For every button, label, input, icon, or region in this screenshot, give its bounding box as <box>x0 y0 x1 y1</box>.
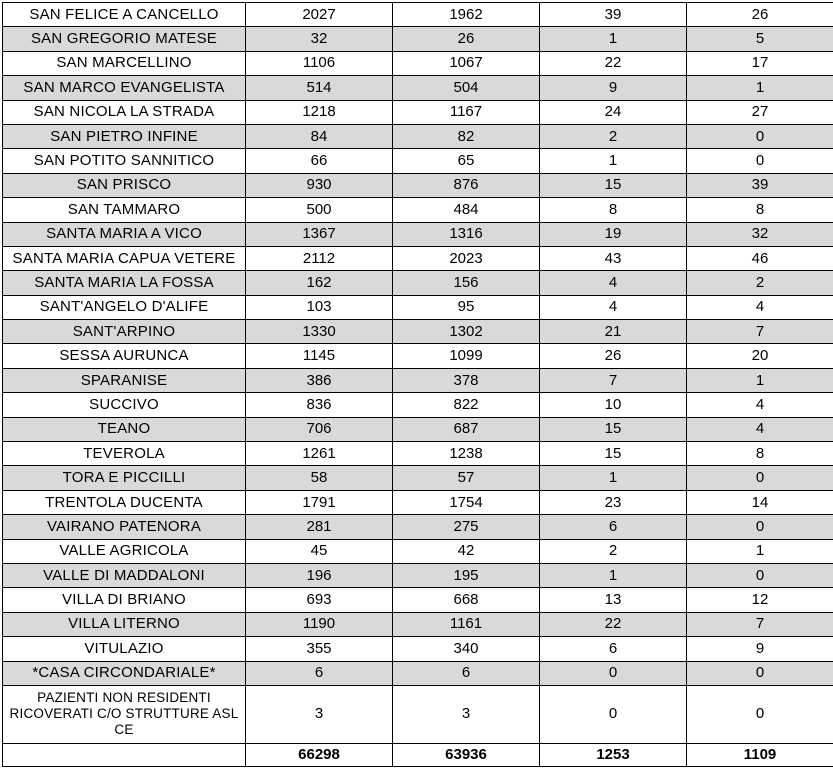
value-cell: 5 <box>687 27 833 51</box>
value-cell: 196 <box>246 563 393 587</box>
value-cell: 876 <box>393 173 540 197</box>
name-cell: SAN TAMMARO <box>3 198 246 222</box>
table-row <box>3 442 833 466</box>
value-cell: 0 <box>540 661 687 685</box>
table-row <box>3 685 833 743</box>
value-cell: 162 <box>246 271 393 295</box>
value-cell: 1316 <box>393 222 540 246</box>
value-cell: 1962 <box>393 3 540 27</box>
value-cell: 1 <box>687 539 833 563</box>
table-row <box>3 490 833 514</box>
value-cell: 378 <box>393 368 540 392</box>
value-cell: 386 <box>246 368 393 392</box>
table-row <box>3 344 833 368</box>
value-cell: 26 <box>687 3 833 27</box>
value-cell: 13 <box>540 588 687 612</box>
table-row <box>3 27 833 51</box>
value-cell: 281 <box>246 515 393 539</box>
value-cell: 6 <box>246 661 393 685</box>
value-cell: 0 <box>687 124 833 148</box>
name-cell: SAN POTITO SANNITICO <box>3 149 246 173</box>
value-cell: 1238 <box>393 442 540 466</box>
table-row <box>3 368 833 392</box>
value-cell: 340 <box>393 637 540 661</box>
value-cell: 706 <box>246 417 393 441</box>
value-cell: 504 <box>393 76 540 100</box>
name-cell: TORA E PICCILLI <box>3 466 246 490</box>
value-cell: 2112 <box>246 246 393 270</box>
value-cell: 9 <box>540 76 687 100</box>
municipality-data-table <box>2 2 833 767</box>
value-cell: 1099 <box>393 344 540 368</box>
value-cell: 500 <box>246 198 393 222</box>
table-row <box>3 271 833 295</box>
value-cell: 19 <box>540 222 687 246</box>
value-cell: 1 <box>687 76 833 100</box>
value-cell: 1190 <box>246 612 393 636</box>
value-cell: 45 <box>246 539 393 563</box>
value-cell: 687 <box>393 417 540 441</box>
table-row <box>3 466 833 490</box>
value-cell: 58 <box>246 466 393 490</box>
value-cell: 1106 <box>246 51 393 75</box>
name-cell: SANTA MARIA CAPUA VETERE <box>3 246 246 270</box>
table-row <box>3 588 833 612</box>
value-cell: 26 <box>393 27 540 51</box>
value-cell: 42 <box>393 539 540 563</box>
name-cell: SPARANISE <box>3 368 246 392</box>
value-cell: 7 <box>540 368 687 392</box>
value-cell: 1167 <box>393 100 540 124</box>
value-cell: 6 <box>540 637 687 661</box>
value-cell: 7 <box>687 612 833 636</box>
name-cell: SANT'ARPINO <box>3 320 246 344</box>
value-cell: 1754 <box>393 490 540 514</box>
value-cell: 23 <box>540 490 687 514</box>
value-cell: 6 <box>393 661 540 685</box>
value-cell: 1 <box>687 368 833 392</box>
value-cell: 0 <box>687 466 833 490</box>
value-cell: 43 <box>540 246 687 270</box>
value-cell: 0 <box>687 563 833 587</box>
value-cell: 514 <box>246 76 393 100</box>
table-row <box>3 637 833 661</box>
value-cell: 2027 <box>246 3 393 27</box>
value-cell: 82 <box>393 124 540 148</box>
value-cell: 103 <box>246 295 393 319</box>
value-cell: 20 <box>687 344 833 368</box>
value-cell: 836 <box>246 393 393 417</box>
value-cell: 668 <box>393 588 540 612</box>
value-cell: 95 <box>393 295 540 319</box>
table-row <box>3 246 833 270</box>
totals-label-cell <box>3 743 246 766</box>
value-cell: 0 <box>687 515 833 539</box>
value-cell: 4 <box>687 417 833 441</box>
value-cell: 66 <box>246 149 393 173</box>
table-row <box>3 76 833 100</box>
value-cell: 1367 <box>246 222 393 246</box>
value-cell: 15 <box>540 442 687 466</box>
name-cell: SANTA MARIA A VICO <box>3 222 246 246</box>
value-cell: 39 <box>687 173 833 197</box>
name-cell: SAN FELICE A CANCELLO <box>3 3 246 27</box>
table-row <box>3 3 833 27</box>
value-cell: 10 <box>540 393 687 417</box>
name-cell: VALLE DI MADDALONI <box>3 563 246 587</box>
value-cell: 0 <box>687 149 833 173</box>
value-cell: 6 <box>540 515 687 539</box>
value-cell: 27 <box>687 100 833 124</box>
value-cell: 14 <box>687 490 833 514</box>
value-cell: 8 <box>687 442 833 466</box>
name-cell: SESSA AURUNCA <box>3 344 246 368</box>
name-cell: VILLA LITERNO <box>3 612 246 636</box>
value-cell: 8 <box>687 198 833 222</box>
value-cell: 65 <box>393 149 540 173</box>
totals-row <box>3 743 833 766</box>
value-cell: 1 <box>540 563 687 587</box>
value-cell: 2 <box>687 271 833 295</box>
value-cell: 1 <box>540 466 687 490</box>
name-cell: SAN PIETRO INFINE <box>3 124 246 148</box>
value-cell: 22 <box>540 612 687 636</box>
value-cell: 195 <box>393 563 540 587</box>
value-cell: 26 <box>540 344 687 368</box>
name-cell: SAN MARCO EVANGELISTA <box>3 76 246 100</box>
value-cell: 1261 <box>246 442 393 466</box>
name-cell: TEVEROLA <box>3 442 246 466</box>
value-cell: 15 <box>540 173 687 197</box>
value-cell: 2 <box>540 124 687 148</box>
value-cell: 21 <box>540 320 687 344</box>
value-cell: 0 <box>687 685 833 743</box>
name-cell: SANT'ANGELO D'ALIFE <box>3 295 246 319</box>
value-cell: 0 <box>687 661 833 685</box>
name-cell: SAN PRISCO <box>3 173 246 197</box>
value-cell: 1330 <box>246 320 393 344</box>
value-cell: 4 <box>540 271 687 295</box>
value-cell: 0 <box>540 685 687 743</box>
table-row <box>3 539 833 563</box>
name-cell: VALLE AGRICOLA <box>3 539 246 563</box>
value-cell: 1161 <box>393 612 540 636</box>
value-cell: 484 <box>393 198 540 222</box>
value-cell: 1218 <box>246 100 393 124</box>
value-cell: 9 <box>687 637 833 661</box>
value-cell: 32 <box>687 222 833 246</box>
value-cell: 46 <box>687 246 833 270</box>
value-cell: 2 <box>540 539 687 563</box>
value-cell: 822 <box>393 393 540 417</box>
name-cell: VAIRANO PATENORA <box>3 515 246 539</box>
value-cell: 84 <box>246 124 393 148</box>
value-cell: 3 <box>393 685 540 743</box>
value-cell: 355 <box>246 637 393 661</box>
value-cell: 156 <box>393 271 540 295</box>
value-cell: 4 <box>540 295 687 319</box>
name-cell: SAN NICOLA LA STRADA <box>3 100 246 124</box>
name-cell: PAZIENTI NON RESIDENTI RICOVERATI C/O STRUTTURE ASL CE <box>3 685 246 743</box>
value-cell: 1302 <box>393 320 540 344</box>
value-cell: 3 <box>246 685 393 743</box>
table-row <box>3 393 833 417</box>
table-row <box>3 51 833 75</box>
value-cell: 57 <box>393 466 540 490</box>
value-cell: 1145 <box>246 344 393 368</box>
value-cell: 17 <box>687 51 833 75</box>
total-value-cell: 1109 <box>687 743 833 766</box>
value-cell: 1 <box>540 27 687 51</box>
name-cell: VITULAZIO <box>3 637 246 661</box>
table-body <box>3 3 833 767</box>
value-cell: 7 <box>687 320 833 344</box>
value-cell: 1 <box>540 149 687 173</box>
table-row <box>3 661 833 685</box>
value-cell: 4 <box>687 393 833 417</box>
value-cell: 1791 <box>246 490 393 514</box>
name-cell: SAN MARCELLINO <box>3 51 246 75</box>
name-cell: VILLA DI BRIANO <box>3 588 246 612</box>
name-cell: SANTA MARIA LA FOSSA <box>3 271 246 295</box>
name-cell: TEANO <box>3 417 246 441</box>
value-cell: 275 <box>393 515 540 539</box>
value-cell: 8 <box>540 198 687 222</box>
table-row <box>3 563 833 587</box>
value-cell: 4 <box>687 295 833 319</box>
value-cell: 15 <box>540 417 687 441</box>
value-cell: 1067 <box>393 51 540 75</box>
value-cell: 32 <box>246 27 393 51</box>
value-cell: 693 <box>246 588 393 612</box>
total-value-cell: 1253 <box>540 743 687 766</box>
name-cell: SAN GREGORIO MATESE <box>3 27 246 51</box>
name-cell: TRENTOLA DUCENTA <box>3 490 246 514</box>
table-row <box>3 124 833 148</box>
table-row <box>3 515 833 539</box>
value-cell: 12 <box>687 588 833 612</box>
value-cell: 22 <box>540 51 687 75</box>
table-row <box>3 320 833 344</box>
table-row <box>3 417 833 441</box>
value-cell: 930 <box>246 173 393 197</box>
table-row <box>3 612 833 636</box>
table-row <box>3 222 833 246</box>
table-row <box>3 100 833 124</box>
value-cell: 39 <box>540 3 687 27</box>
name-cell: SUCCIVO <box>3 393 246 417</box>
table-row <box>3 149 833 173</box>
total-value-cell: 63936 <box>393 743 540 766</box>
name-cell: *CASA CIRCONDARIALE* <box>3 661 246 685</box>
value-cell: 24 <box>540 100 687 124</box>
table-row <box>3 198 833 222</box>
total-value-cell: 66298 <box>246 743 393 766</box>
table-row <box>3 295 833 319</box>
table-row <box>3 173 833 197</box>
value-cell: 2023 <box>393 246 540 270</box>
